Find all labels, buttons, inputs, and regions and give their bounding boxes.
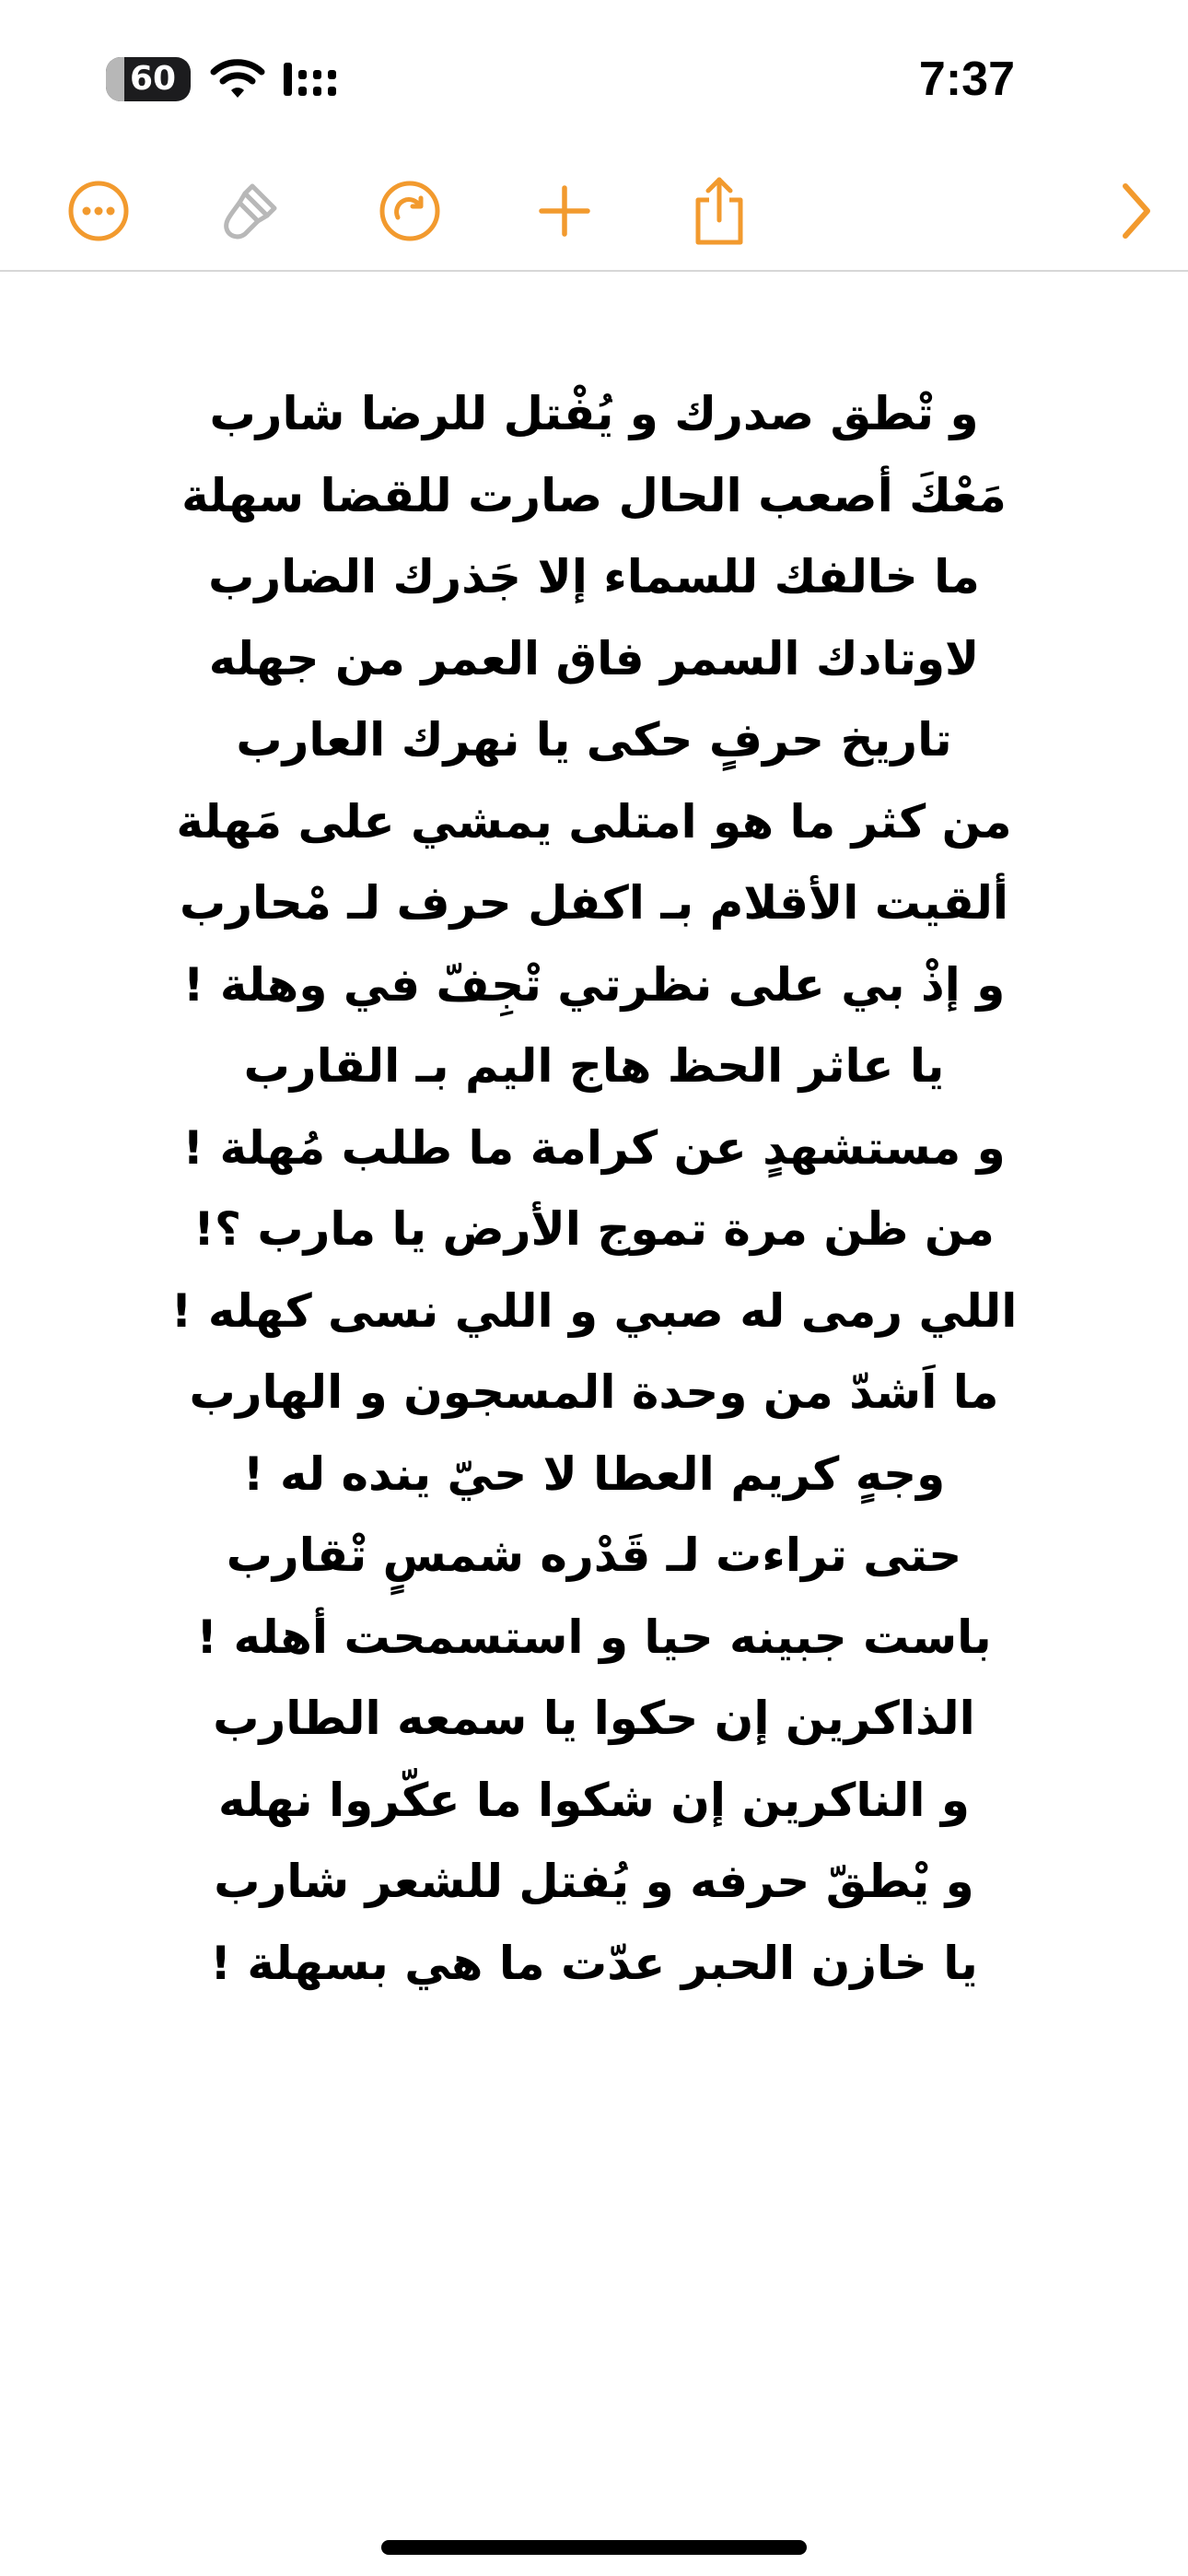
status-bar	[0, 0, 1188, 157]
poem-line: ألقيت الأقلام بـ اكفل حرف لـ مْحارب	[180, 876, 1008, 930]
redo-icon	[378, 179, 442, 243]
poem-line: و مستشهدٍ عن كرامة ما طلب مُهلة !	[182, 1120, 1006, 1175]
poem-line: باست جبينه حيا و استسمحت أهله !	[196, 1610, 992, 1664]
poem-line: مَعْكَ أصعب الحال صارت للقضا سهلة	[181, 468, 1007, 522]
poem-line: يا عاثر الحظ هاج اليم بـ القارب	[243, 1039, 945, 1093]
poem-line: يا خازن الحبر عدّت ما هي بسهلة !	[210, 1936, 978, 1990]
share-button[interactable]	[678, 170, 761, 252]
poem-text[interactable]	[74, 373, 1114, 2004]
redo-button[interactable]	[368, 170, 451, 252]
more-options-button[interactable]	[57, 170, 140, 252]
clock-time: 7:37	[918, 53, 1015, 106]
add-button[interactable]	[523, 170, 606, 252]
chevron-right-icon	[1112, 179, 1159, 243]
share-icon	[687, 174, 751, 248]
notes-toolbar	[0, 157, 1188, 272]
battery-icon	[106, 57, 191, 101]
more-icon	[66, 179, 131, 243]
poem-line: من كثر ما هو امتلى يمشي على مَهلة	[176, 794, 1012, 849]
plus-icon	[532, 179, 597, 243]
home-indicator[interactable]	[381, 2540, 807, 2555]
paintbrush-icon	[217, 179, 282, 243]
poem-line: تاريخ حرفٍ حكى يا نهرك العارب	[236, 713, 952, 767]
poem-line: اللي رمى له صبي و اللي نسى كهله !	[170, 1283, 1018, 1338]
poem-line: و الناكرين إن شكوا ما عكّروا نهله	[218, 1773, 970, 1827]
poem-line: من ظن مرة تموج الأرض يا مارب ؟!	[193, 1202, 995, 1256]
poem-line: و إذْ بي على نظرتي تْجِفّ في وهلة !	[182, 957, 1006, 1012]
next-button[interactable]	[1094, 170, 1177, 252]
wifi-icon	[210, 57, 265, 100]
battery-level: 60	[129, 60, 177, 98]
poem-line: حتى تراءت لـ قَدْره شمسٍ تْقارب	[226, 1528, 962, 1582]
poem-line: و تْطق صدرك و يُفْتل للرضا شارب	[209, 387, 979, 440]
poem-line: الذاكرين إن حكوا يا سمعه الطارب	[213, 1692, 975, 1745]
format-brush-button[interactable]	[208, 170, 291, 252]
poem-line: و يْطقّ حرفه و يُفتل للشعر شارب	[214, 1855, 974, 1908]
poem-line: لاوتادك السمر فاق العمر من جهله	[208, 631, 980, 685]
note-body[interactable]	[0, 272, 1188, 2483]
poem-line: وجهٍ كريم العطا لا حيّ ينده له !	[242, 1446, 946, 1501]
poem-line: ما اَشدّ من وحدة المسجون و الهارب	[189, 1365, 999, 1419]
poem-line: ما خالفك للسماء إلا جَذرك الضارب	[208, 550, 980, 603]
cellular-signal-icon	[282, 57, 346, 100]
